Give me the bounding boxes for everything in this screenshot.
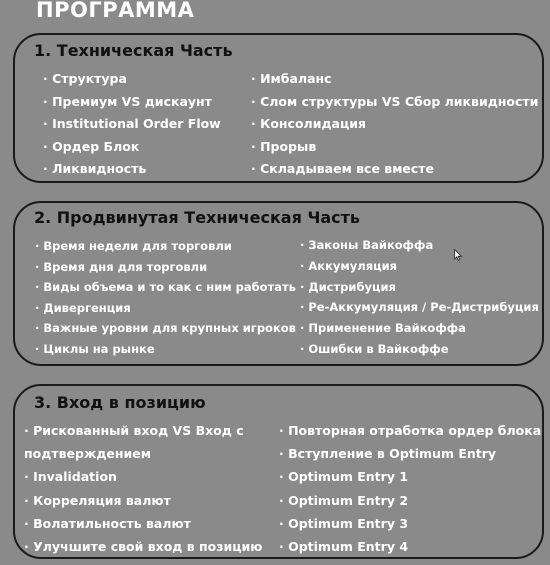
list-item: · Optimum Entry 4 xyxy=(279,538,409,554)
list-item: · Складываем все вместе xyxy=(251,161,435,176)
section-heading: 3. Вход в позицию xyxy=(34,393,206,412)
section-heading: 2. Продвинутая Техническая Часть xyxy=(34,208,361,227)
list-item: · Имбаланс xyxy=(251,71,332,86)
list-item: · Улучшите свой вход в позицию xyxy=(24,538,263,554)
list-item: подтверждением xyxy=(24,446,152,462)
list-item: · Дистрибуция xyxy=(300,279,396,294)
section-items-right xyxy=(251,68,538,181)
list-item: · Время дня для торговли xyxy=(35,259,208,274)
list-item: · Optimum Entry 2 xyxy=(279,492,409,508)
list-item: · Ликвидность xyxy=(43,161,147,176)
list-item: · Ордер Блок xyxy=(43,138,140,154)
list-item: · Премиум VS дискаунт xyxy=(43,93,212,109)
list-item: · Ошибки в Вайкоффе xyxy=(300,341,449,356)
section-heading: 1. Техническая Часть xyxy=(34,41,233,60)
list-item: · Структура xyxy=(43,71,127,86)
section-items-left xyxy=(43,68,221,181)
section-items-left xyxy=(24,419,262,558)
list-item: · Применение Вайкоффа xyxy=(300,321,466,336)
list-item: · Корреляция валют xyxy=(24,492,171,508)
list-item: · Слом структуры VS Сбор ликвидности xyxy=(251,93,539,109)
list-item: · Волатильность валют xyxy=(24,515,191,531)
list-item: · Консолидация xyxy=(251,116,367,131)
list-item: · Дивергенция xyxy=(35,300,131,315)
list-item: · Аккумуляция xyxy=(300,258,398,273)
section-position-entry xyxy=(13,384,544,559)
list-item: · Время недели для торговли xyxy=(35,239,232,253)
section-advanced-technical xyxy=(13,201,544,366)
list-item: · Прорыв xyxy=(251,138,317,154)
program-title: ПРОГРАММА xyxy=(36,0,195,22)
list-item: · Optimum Entry 3 xyxy=(279,515,409,531)
section-items-right xyxy=(279,419,541,558)
list-item: · Invalidation xyxy=(24,469,117,485)
section-items-left xyxy=(35,236,296,359)
mouse-pointer-icon xyxy=(454,249,462,261)
list-item: · Законы Вайкоффа xyxy=(300,238,434,252)
list-item: · Institutional Order Flow xyxy=(43,116,221,131)
list-item: · Виды объема и то как с ним работать xyxy=(35,280,296,294)
list-item: · Циклы на рынке xyxy=(35,341,155,356)
list-item: · Важные уровни для крупных игроков xyxy=(35,321,296,335)
section-items-right xyxy=(300,235,539,360)
list-item: · Ре-Аккумуляция / Ре-Дистрибуция xyxy=(300,300,539,315)
section-technical xyxy=(13,33,544,183)
list-item: · Повторная отработка ордер блока xyxy=(279,423,542,438)
list-item: · Optimum Entry 1 xyxy=(279,469,409,485)
list-item: · Вступление в Optimum Entry xyxy=(279,446,497,462)
list-item: · Рискованный вход VS Вход с xyxy=(24,423,244,438)
